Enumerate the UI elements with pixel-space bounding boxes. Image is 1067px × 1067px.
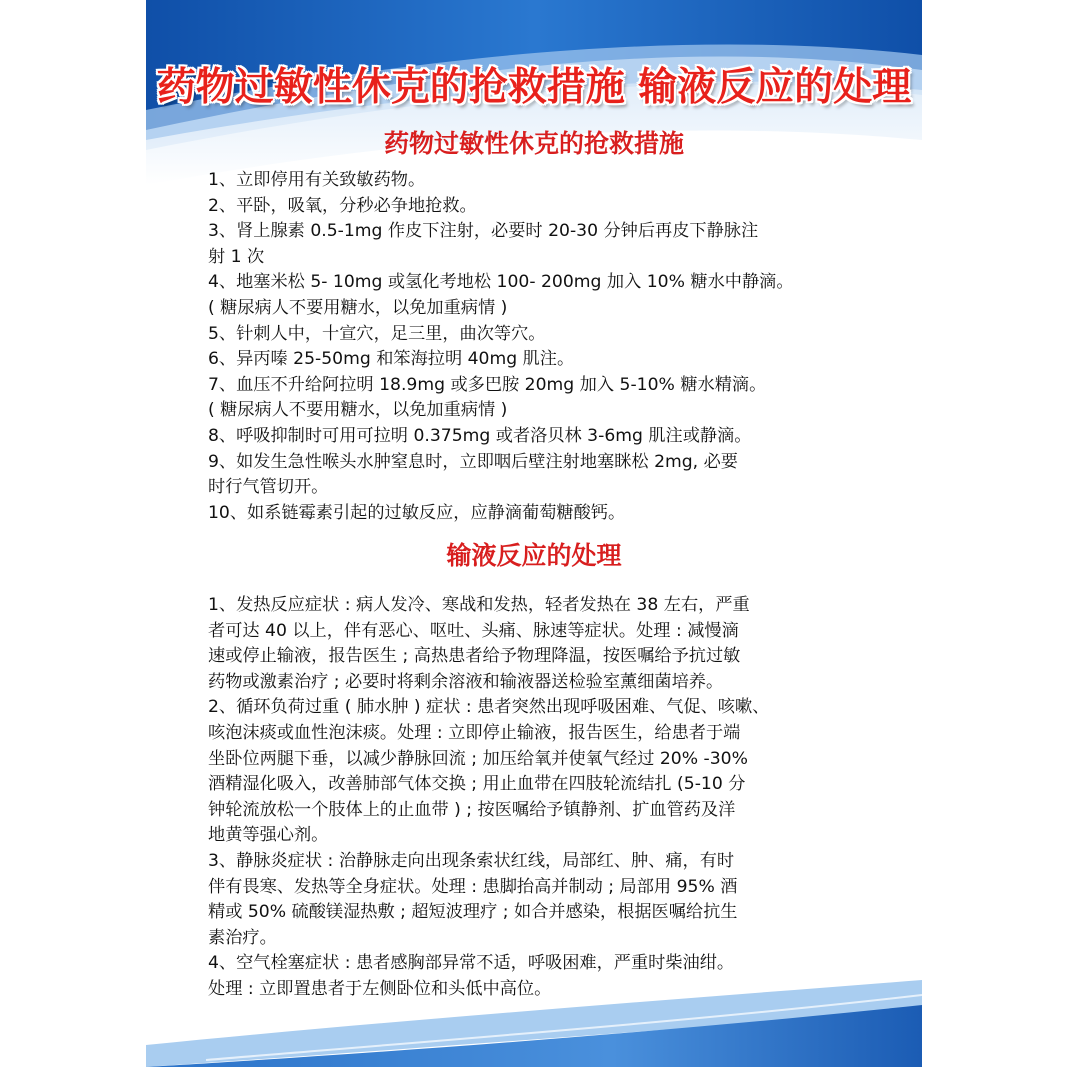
item-line: 2、平卧，吸氧，分秒必争地抢救。 [208,195,477,216]
item-line: 钟轮流放松一个肢体上的止血带 ) ; 按医嘱给予镇静剂、扩血管药及洋 [208,799,736,820]
list-item [208,951,868,1002]
item-line: 3、肾上腺素 0.5-1mg 作皮下注射，必要时 20-30 分钟后再皮下静脉注 [208,221,759,242]
item-line: 1、发热反应症状 : 病人发冷、寒战和发热，轻者发热在 38 左右，严重 [208,595,750,615]
item-line: 4、地塞米松 5- 10mg 或氢化考地松 100- 200mg 加入 10% 糖水中静滴。 [208,272,794,293]
item-line: 1、立即停用有关致敏药物。 [208,170,426,190]
item-line: 酒精湿化吸入，改善肺部气体交换 ; 用止血带在四肢轮流结扎 (5-10 分 [208,774,746,795]
list-item [208,593,868,695]
item-line: ( 糖尿病人不要用糖水，以免加重病情 ) [208,297,508,318]
list-item [208,270,868,321]
item-line: 素治疗。 [208,927,277,948]
item-line: 10、如系链霉素引起的过敏反应，应静滴葡萄糖酸钙。 [208,502,626,523]
item-line: 时行气管切开。 [208,477,329,498]
list-item [208,424,868,450]
list-item [208,219,868,270]
main-title: 药物过敏性休克的抢救措施 输液反应的处理 [156,65,912,110]
item-line: 5、针刺人中，十宣穴，足三里，曲次等穴。 [208,323,546,344]
list-item [208,501,868,527]
item-line: 2、循环负荷过重 ( 肺水肿 ) 症状 : 患者突然出现呼吸困难、气促、咳嗽、 [208,697,770,718]
list-item [208,322,868,348]
item-line: 咳泡沫痰或血性泡沫痰。处理 : 立即停止输液，报告医生，给患者于端 [208,722,741,743]
item-line: 9、如发生急性喉头水肿窒息时，立即咽后壁注射地塞眯松 2mg, 必要 [208,451,738,472]
list-item [208,194,868,220]
section-body-infusion-reaction [208,593,868,1003]
item-line: 精或 50% 硫酸镁湿热敷 ; 超短波理疗 ; 如合并感染，根据医嘱给抗生 [208,902,738,923]
item-line: 8、呼吸抑制时可用可拉明 0.375mg 或者洛贝林 3-6mg 肌注或静滴。 [208,425,752,446]
item-line: 速或停止输液，报告医生 ; 高热患者给予物理降温，按医嘱给予抗过敏 [208,646,741,667]
list-item [208,168,868,194]
section-title-anaphylaxis: 药物过敏性休克的抢救措施 [383,129,684,158]
item-line: 伴有畏寒、发热等全身症状。处理 : 患脚抬高并制动 ; 局部用 95% 酒 [208,876,738,897]
poster [146,0,922,1067]
item-line: 处理 : 立即置患者于左侧卧位和头低中高位。 [208,978,552,999]
item-line: 4、空气栓塞症状 : 患者感胸部异常不适，呼吸困难，严重时柴油绀。 [208,953,735,974]
item-line: 药物或激素治疗 ; 必要时将剩余溶液和输液器送检验室薰细菌培养。 [208,671,724,692]
item-line: 6、异丙嗪 25-50mg 和笨海拉明 40mg 肌注。 [208,349,575,370]
item-line: 地黄等强心剂。 [208,825,329,846]
list-item [208,450,868,501]
list-item [208,695,868,849]
item-line: 射 1 次 [208,246,265,267]
section-body-anaphylaxis [208,168,868,526]
list-item [208,849,868,951]
section-title-infusion-reaction: 输液反应的处理 [446,541,622,570]
item-line: ( 糖尿病人不要用糖水，以免加重病情 ) [208,400,508,421]
list-item [208,347,868,373]
item-line: 7、血压不升给阿拉明 18.9mg 或多巴胺 20mg 加入 5-10% 糖水精滴。 [208,374,767,395]
item-line: 者可达 40 以上，伴有恶心、呕吐、头痛、脉速等症状。处理 : 减慢滴 [208,620,739,641]
item-line: 坐卧位两腿下垂，以减少静脉回流 ; 加压给氧并使氧气经过 20% -30% [208,748,748,769]
item-line: 3、静脉炎症状 : 治静脉走向出现条索状红线，局部红、肿、痛，有时 [208,850,735,871]
list-item [208,373,868,424]
